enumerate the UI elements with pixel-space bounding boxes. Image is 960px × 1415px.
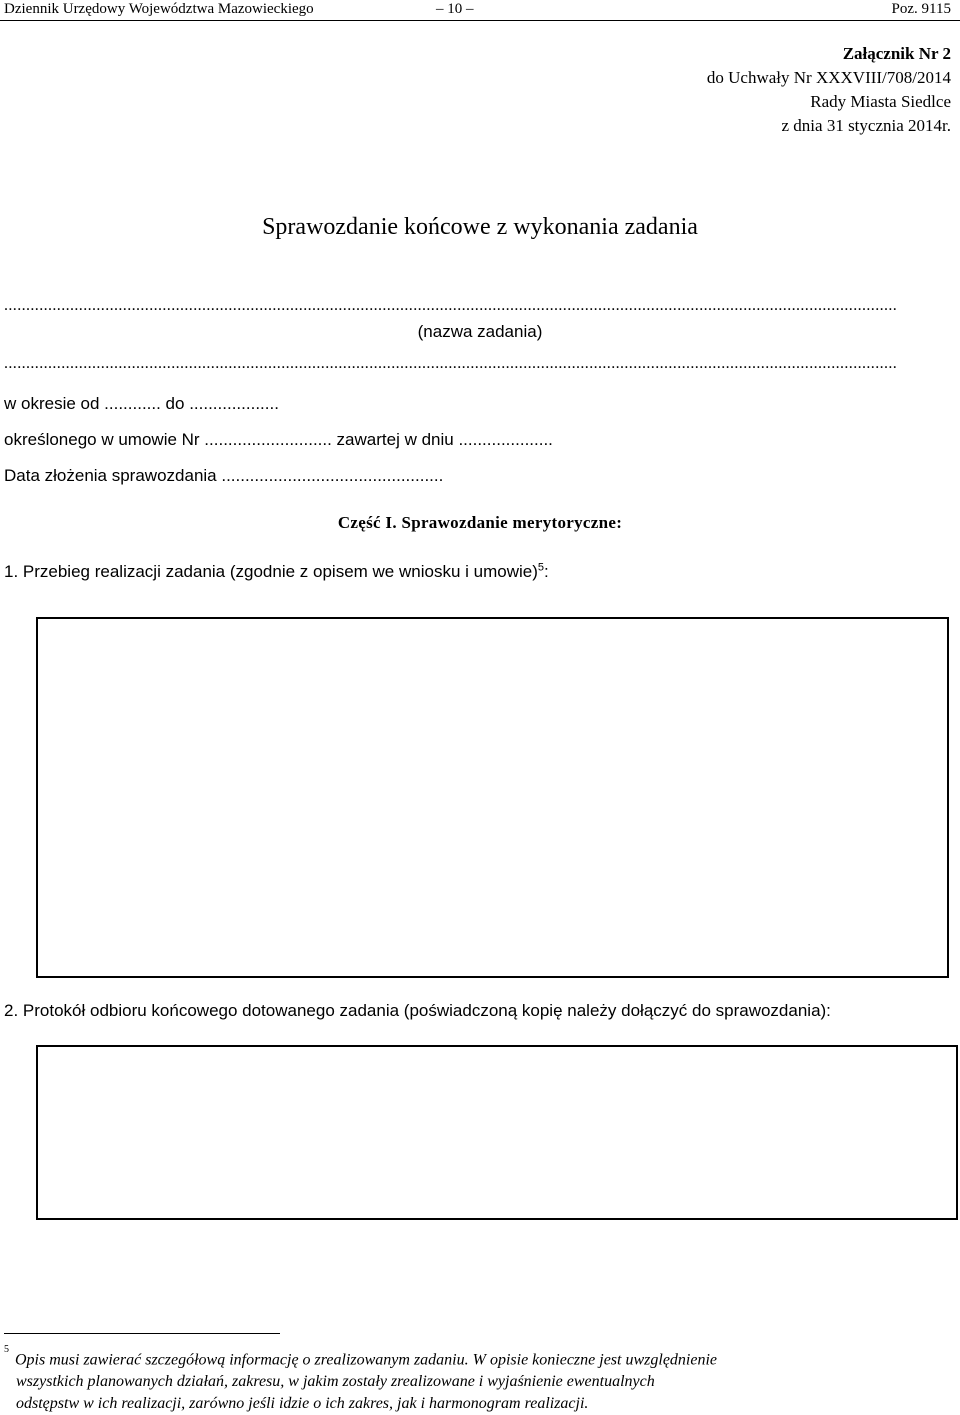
task-name-field[interactable]: ........................................................................................................................................................................................................... [4,297,898,314]
header-divider [0,20,960,21]
question-1-answer-box[interactable] [36,617,949,978]
page-number: – 10 – [436,1,474,17]
submission-date-field[interactable]: Data złożenia sprawozdania ............................................... [4,466,444,485]
annex-date: z dnia 31 stycznia 2014r. [781,116,951,135]
annex-resolution: do Uchwały Nr XXXVIII/708/2014 [706,68,951,87]
contract-field[interactable]: określonego w umowie Nr ........................... zawartej w dniu .................... [4,430,553,449]
period-field[interactable]: w okresie od ............ do ................... [4,394,279,413]
question-2-answer-box[interactable] [36,1045,958,1220]
journal-name: Dziennik Urzędowy Województwa Mazowieckiego [4,1,314,17]
question-2: 2. Protokół odbioru końcowego dotowanego zadania (poświadczoną kopię należy dołączyć do sprawozdania): [4,1001,831,1020]
annex-title: Załącznik Nr 2 [842,44,951,63]
question-1: 1. Przebieg realizacji zadania (zgodnie z opisem we wniosku i umowie)$^5$: [4,561,549,581]
position-number: Poz. 9115 [891,1,951,17]
document-title: Sprawozdanie końcowe z wykonania zadania [262,214,698,240]
part-heading: Część I. Sprawozdanie merytoryczne: [337,513,623,532]
task-name-continuation-field[interactable]: ........................................................................................................................................................................................................... [4,355,898,372]
annex-council: Rady Miasta Siedlce [810,92,951,111]
footnote-divider [4,1333,280,1334]
task-name-caption: (nazwa zadania) [417,322,543,341]
footnote-ref: 5 [537,561,544,574]
footnote: $^5$Opis musi zawierać szczegółową informację o zrealizowanym zadaniu. W opisie konieczne jest uwzględnienie wszystkich planowanych działań, zakresu, w jakim zostały zrealizowane i wyjaśnienie ewentualnych odstępstw w ich realizacji, zarówno jeśli idzie o ich zakres, jak i harmonogram realizacji. [4,1344,718,1413]
